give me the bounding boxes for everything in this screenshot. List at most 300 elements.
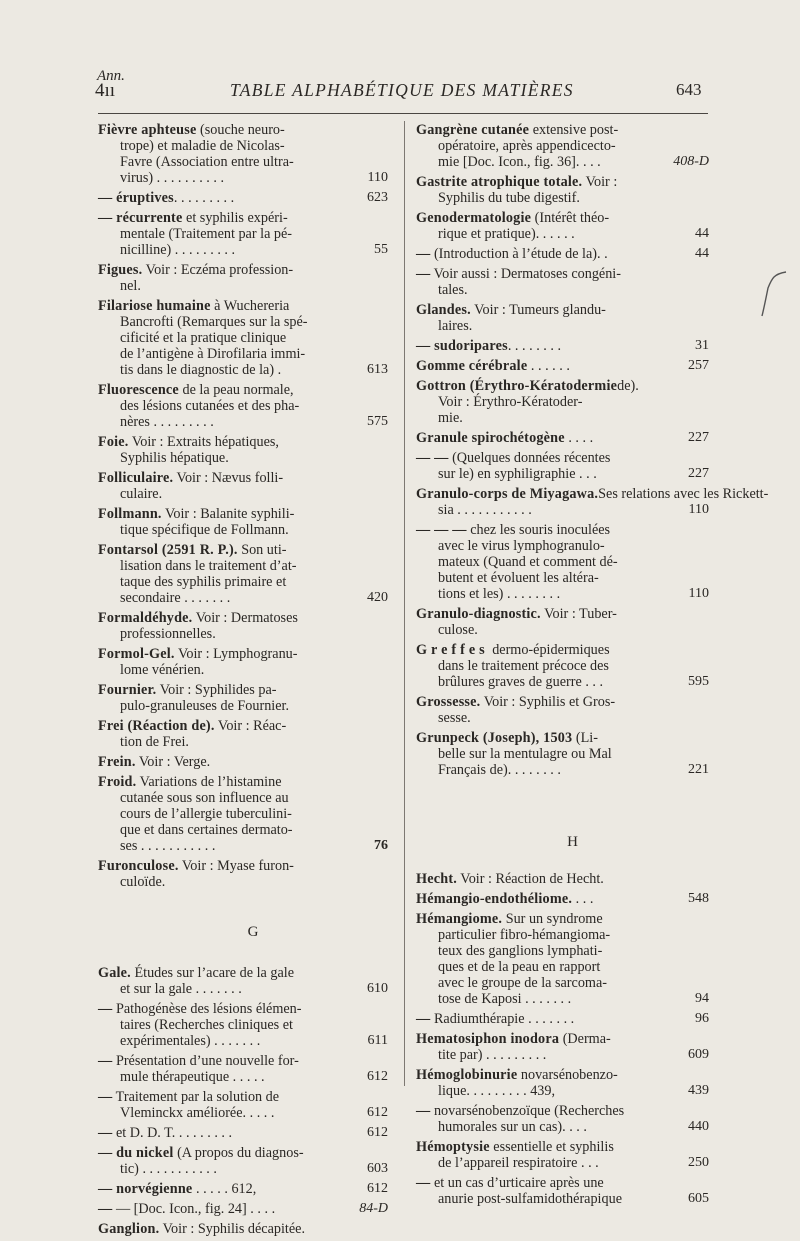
entry-heading: Hecht. xyxy=(416,871,457,887)
page-ref: 94 xyxy=(695,991,709,1006)
entry-text: Ses relations avec les Rickett- xyxy=(598,486,769,502)
page-ref: 44 xyxy=(695,246,709,261)
entry-line xyxy=(98,838,388,854)
right-column xyxy=(416,122,769,1211)
entry-text: professionnelles. xyxy=(120,626,216,642)
entry-text: de l’appareil respiratoire . . . xyxy=(438,1155,599,1171)
entry-line xyxy=(98,682,388,698)
entry-line xyxy=(416,486,769,502)
entry-text: de la peau normale, xyxy=(178,382,294,398)
index-entry xyxy=(98,774,388,854)
entry-line xyxy=(416,927,709,943)
entry-line xyxy=(98,522,388,538)
entry-line xyxy=(416,674,709,690)
entry-text: chez les souris inoculées xyxy=(466,522,611,538)
entry-line xyxy=(98,662,388,678)
entry-line xyxy=(98,298,388,314)
index-entry xyxy=(416,891,709,907)
index-entry xyxy=(416,911,709,1007)
index-entry xyxy=(98,1001,388,1049)
entry-text: secondaire . . . . . . . xyxy=(120,590,231,606)
page-ref: 440 xyxy=(688,1119,709,1134)
entry-line xyxy=(98,558,388,574)
entry-text: de). xyxy=(617,378,639,394)
entry-heading: Hematosiphon inodora xyxy=(416,1031,560,1047)
page-ref: 44 xyxy=(695,226,709,241)
entry-line xyxy=(98,774,388,790)
entry-line xyxy=(416,190,709,206)
index-entry xyxy=(416,606,709,638)
entry-heading: — xyxy=(416,266,431,282)
entry-heading: Fournier. xyxy=(98,682,157,698)
entry-text: lique. . . . . . . . . 439, xyxy=(438,1083,556,1099)
entry-text: . . . . xyxy=(564,430,594,446)
entry-line xyxy=(416,1031,709,1047)
entry-line xyxy=(416,1155,709,1171)
entry-line xyxy=(416,991,709,1007)
entry-heading: — xyxy=(416,1103,431,1119)
entry-line xyxy=(98,210,388,226)
entry-line xyxy=(416,911,709,927)
entry-line xyxy=(98,226,388,242)
entry-line xyxy=(416,871,709,887)
entry-text: tales. xyxy=(438,282,468,298)
index-entry xyxy=(98,382,388,430)
entry-text: sia . . . . . . . . . . . xyxy=(438,502,532,518)
entry-line xyxy=(416,266,709,282)
entry-text: novarsénobenzoïque (Recherches xyxy=(430,1103,625,1119)
entry-line xyxy=(98,1145,388,1161)
index-entry xyxy=(416,338,709,354)
entry-line xyxy=(98,874,388,890)
index-entry xyxy=(416,642,709,690)
entry-heading: — éruptives xyxy=(98,190,174,206)
entry-line xyxy=(416,975,709,991)
entry-line xyxy=(98,610,388,626)
entry-line xyxy=(416,226,709,242)
entry-line xyxy=(416,1047,709,1063)
entry-text: ses . . . . . . . . . . . xyxy=(120,838,216,854)
entry-text: Voir : Dermatoses xyxy=(192,610,298,626)
index-entry xyxy=(98,190,388,206)
entry-line xyxy=(98,1053,388,1069)
entry-text: essentielle et syphilis xyxy=(489,1139,614,1155)
entry-heading: Hémangio-endothéliome. xyxy=(416,891,573,907)
entry-text: Voir : Lymphogranu- xyxy=(174,646,298,662)
entry-text: mie [Doc. Icon., fig. 36]. . . . xyxy=(438,154,601,170)
entry-text: cificité et la pratique clinique xyxy=(120,330,287,346)
index-entry xyxy=(98,1089,388,1121)
entry-text: mateux (Quand et comment dé- xyxy=(438,554,618,570)
entry-line xyxy=(416,302,709,318)
entry-line xyxy=(98,734,388,750)
entry-line xyxy=(416,154,709,170)
entry-text: et sur la gale . . . . . . . xyxy=(120,981,242,997)
entry-text: — [Doc. Icon., fig. 24] . . . . xyxy=(112,1201,276,1217)
entry-text: extensive post- xyxy=(529,122,619,138)
entry-text: Radiumthérapie . . . . . . . xyxy=(430,1011,575,1027)
entry-text: Français de). . . . . . . . xyxy=(438,762,561,778)
entry-line xyxy=(416,282,709,298)
page-ref: 420 xyxy=(367,590,388,605)
entry-line xyxy=(416,1011,709,1027)
entry-line xyxy=(98,382,388,398)
page-ref: 612 xyxy=(367,1125,388,1140)
entry-text: . . . . . . xyxy=(527,358,570,374)
entry-text: mule thérapeutique . . . . . xyxy=(120,1069,265,1085)
page-ref: 110 xyxy=(367,170,388,185)
entry-line xyxy=(416,959,709,975)
index-entry xyxy=(416,1175,709,1207)
entry-text: sesse. xyxy=(438,710,471,726)
section-letter: H xyxy=(567,834,578,850)
entry-text: Son uti- xyxy=(237,542,287,558)
index-entry xyxy=(98,1125,388,1141)
page-ref: 610 xyxy=(367,981,388,996)
entry-line xyxy=(416,318,709,334)
entry-heading: Hémoglobinurie xyxy=(416,1067,518,1083)
entry-line xyxy=(416,554,709,570)
page-ref: 227 xyxy=(688,430,709,445)
index-entry xyxy=(416,246,709,262)
entry-text: (souche neuro- xyxy=(196,122,285,138)
page-ref: 84-D xyxy=(359,1201,388,1216)
entry-heading: Filariose humaine xyxy=(98,298,211,314)
entry-line xyxy=(98,278,388,294)
page-ref: 96 xyxy=(695,1011,709,1026)
entry-line xyxy=(98,450,388,466)
section-spacer xyxy=(98,894,388,924)
entry-line xyxy=(416,522,709,538)
entry-line xyxy=(98,590,388,606)
column-divider xyxy=(404,121,405,1086)
index-entry xyxy=(98,1181,388,1197)
entry-line xyxy=(416,1103,709,1119)
entry-text: sur le) en syphiligraphie . . . xyxy=(438,466,597,482)
entry-heading: Gottron (Érythro-Kératodermie xyxy=(416,378,618,394)
section-letter: G xyxy=(247,924,259,940)
entry-text: Syphilis hépatique. xyxy=(120,450,229,466)
entry-text: cutanée sous son influence au xyxy=(120,790,289,806)
index-entry xyxy=(98,1221,388,1237)
header-rule xyxy=(98,113,708,114)
entry-text: . . . . . . . . . xyxy=(173,190,235,206)
entry-heading: — xyxy=(98,1089,113,1105)
entry-line xyxy=(98,1069,388,1085)
entry-line xyxy=(98,314,388,330)
page-ref: 612 xyxy=(367,1105,388,1120)
entry-text: brûlures graves de guerre . . . xyxy=(438,674,604,690)
left-column xyxy=(98,122,388,1241)
page-ref: 612 xyxy=(367,1181,388,1196)
section-spacer xyxy=(416,782,709,834)
entry-text: (Derma- xyxy=(559,1031,611,1047)
entry-line xyxy=(416,246,709,262)
entry-text: Voir : Balanite syphili- xyxy=(161,506,295,522)
entry-heading: Fontarsol (2591 R. P.). xyxy=(98,542,238,558)
entry-line xyxy=(416,891,709,907)
entry-text: Favre (Association entre ultra- xyxy=(120,154,294,170)
entry-text: Sur un syndrome xyxy=(502,911,603,927)
page-number: 643 xyxy=(676,80,702,99)
entry-text: (Intérêt théo- xyxy=(531,210,610,226)
entry-heading: Formol-Gel. xyxy=(98,646,175,662)
page-ref: 575 xyxy=(367,414,388,429)
index-entry xyxy=(98,965,388,997)
pencil-bracket-mark xyxy=(758,268,788,318)
entry-text: Voir : Réac- xyxy=(214,718,287,734)
entry-line xyxy=(98,1017,388,1033)
entry-text: Variations de l’histamine xyxy=(136,774,282,790)
entry-line xyxy=(416,710,709,726)
entry-line xyxy=(416,746,709,762)
index-entry xyxy=(416,1031,709,1063)
volume-number: 4ıı xyxy=(95,80,116,101)
page-ref: 612 xyxy=(367,1069,388,1084)
entry-text: (A propos du diagnos- xyxy=(173,1145,304,1161)
page-ref: 623 xyxy=(367,190,388,205)
page-ref: 250 xyxy=(688,1155,709,1170)
entry-text: culaire. xyxy=(120,486,163,502)
margin-annotation: Ann. xyxy=(97,68,125,84)
entry-text: Présentation d’une nouvelle for- xyxy=(112,1053,299,1069)
entry-heading: — du nickel xyxy=(98,1145,174,1161)
page-ref: 603 xyxy=(367,1161,388,1176)
entry-text: Voir : Eczéma profession- xyxy=(142,262,294,278)
entry-line xyxy=(98,362,388,378)
entry-heading: — xyxy=(416,246,431,262)
entry-line xyxy=(98,965,388,981)
entry-text: culose. xyxy=(438,622,478,638)
entry-text: particulier fibro-hémangioma- xyxy=(438,927,611,943)
entry-line xyxy=(416,1175,709,1191)
entry-text: (Introduction à l’étude de la). . xyxy=(430,246,608,262)
entry-line xyxy=(98,1033,388,1049)
entry-text: butent et évoluent les altéra- xyxy=(438,570,599,586)
page-ref: 609 xyxy=(688,1047,709,1062)
section-spacer xyxy=(98,941,388,965)
entry-text: cours de l’allergie tuberculini- xyxy=(120,806,292,822)
entry-heading: Ganglion. xyxy=(98,1221,160,1237)
entry-line xyxy=(416,943,709,959)
page-ref: 31 xyxy=(695,338,709,353)
entry-heading: Grunpeck (Joseph), 1503 xyxy=(416,730,573,746)
entry-heading: — — — xyxy=(416,522,467,538)
entry-line xyxy=(416,466,709,482)
entry-line xyxy=(98,346,388,362)
entry-text: Syphilis du tube digestif. xyxy=(438,190,580,206)
entry-heading: Hémoptysie xyxy=(416,1139,490,1155)
entry-line xyxy=(416,122,709,138)
index-entry xyxy=(98,1053,388,1085)
entry-line xyxy=(416,410,709,426)
entry-line xyxy=(98,754,388,770)
entry-text: Traitement par la solution de xyxy=(112,1089,280,1105)
index-entry xyxy=(98,646,388,678)
entry-text: Voir : Érythro-Kératoder- xyxy=(438,394,583,410)
entry-gap xyxy=(416,1207,709,1211)
entry-text: à Wuchereria xyxy=(210,298,290,314)
index-entry xyxy=(416,266,709,298)
entry-line xyxy=(98,330,388,346)
entry-line xyxy=(98,698,388,714)
entry-text: opératoire, après appendicecto- xyxy=(438,138,616,154)
entry-gap xyxy=(98,1237,388,1241)
entry-heading: — xyxy=(98,1053,113,1069)
entry-line xyxy=(98,190,388,206)
entry-heading: Gangrène cutanée xyxy=(416,122,530,138)
entry-heading: Gastrite atrophique totale. xyxy=(416,174,583,190)
entry-line xyxy=(98,242,388,258)
entry-text: Voir : Nævus folli- xyxy=(173,470,284,486)
entry-heading: Granule spirochétogène xyxy=(416,430,565,446)
page-ref: 110 xyxy=(688,586,709,601)
index-entry xyxy=(98,298,388,378)
entry-text: trope) et maladie de Nicolas- xyxy=(120,138,285,154)
entry-heading: Fluorescence xyxy=(98,382,179,398)
index-entry xyxy=(416,174,709,206)
entry-text: (Quelques données récentes xyxy=(448,450,611,466)
entry-text: laires. xyxy=(438,318,473,334)
index-entry xyxy=(98,210,388,258)
entry-heading: Granulo-corps de Miyagawa. xyxy=(416,486,599,502)
index-entry xyxy=(416,210,709,242)
entry-line xyxy=(98,542,388,558)
entry-line xyxy=(416,586,709,602)
entry-text: Vleminckx améliorée. . . . . xyxy=(120,1105,275,1121)
entry-text: nel. xyxy=(120,278,141,294)
index-entry xyxy=(416,302,709,334)
entry-text: des lésions cutanées et des pha- xyxy=(120,398,300,414)
entry-text: tique spécifique de Follmann. xyxy=(120,522,289,538)
entry-text: ques et de la peau en rapport xyxy=(438,959,601,975)
entry-text: Voir : Myase furon- xyxy=(178,858,294,874)
entry-heading: — norvégienne xyxy=(98,1181,193,1197)
entry-heading: Granulo-diagnostic. xyxy=(416,606,541,622)
page-ref: 76 xyxy=(374,838,388,853)
entry-line xyxy=(98,122,388,138)
page-ref: 548 xyxy=(688,891,709,906)
entry-line xyxy=(416,658,709,674)
entry-line xyxy=(98,170,388,186)
entry-text: mie. xyxy=(438,410,463,426)
entry-text: Voir : Syphilis décapitée. xyxy=(159,1221,305,1237)
index-entry xyxy=(98,1201,388,1217)
entry-text: culoïde. xyxy=(120,874,166,890)
entry-text: dans le traitement précoce des xyxy=(438,658,609,674)
entry-heading: Hémangiome. xyxy=(416,911,503,927)
entry-text: Études sur l’acare de la gale xyxy=(130,965,294,981)
entry-line xyxy=(416,378,709,394)
entry-line xyxy=(416,762,709,778)
entry-heading: Follmann. xyxy=(98,506,162,522)
entry-line xyxy=(416,394,709,410)
entry-heading: Froid. xyxy=(98,774,137,790)
entry-heading: — récurrente xyxy=(98,210,183,226)
entry-text: Voir : xyxy=(582,174,618,190)
entry-text: de l’antigène à Dirofilaria immi- xyxy=(120,346,306,362)
entry-line xyxy=(98,858,388,874)
page-ref: 257 xyxy=(688,358,709,373)
entry-heading: — — xyxy=(416,450,449,466)
page-ref: 55 xyxy=(374,242,388,257)
entry-line xyxy=(98,1161,388,1177)
entry-line xyxy=(416,1139,709,1155)
entry-heading: — sudoripares xyxy=(416,338,508,354)
entry-line xyxy=(98,1201,388,1217)
entry-heading: Greffes xyxy=(416,642,489,658)
entry-line xyxy=(416,730,709,746)
entry-text: . . . . . 612, xyxy=(192,1181,257,1197)
entry-text: teux des ganglions lymphati- xyxy=(438,943,603,959)
entry-text: anurie post-sulfamidothérapique xyxy=(438,1191,622,1207)
entry-text: Voir : Réaction de Hecht. xyxy=(457,871,604,887)
entry-text: Voir : Syphilides pa- xyxy=(156,682,277,698)
index-entry xyxy=(98,262,388,294)
index-entry xyxy=(98,682,388,714)
entry-line xyxy=(98,398,388,414)
entry-text: tis dans le diagnostic de la) . xyxy=(120,362,282,378)
page-ref: 595 xyxy=(688,674,709,689)
page-ref: 221 xyxy=(688,762,709,777)
entry-line xyxy=(416,174,709,190)
entry-heading: Gomme cérébrale xyxy=(416,358,528,374)
entry-heading: Folliculaire. xyxy=(98,470,174,486)
entry-text: tic) . . . . . . . . . . . xyxy=(120,1161,217,1177)
index-entry xyxy=(416,1011,709,1027)
entry-line xyxy=(98,646,388,662)
index-entry xyxy=(416,1103,709,1135)
entry-line xyxy=(416,694,709,710)
entry-line xyxy=(98,822,388,838)
entry-text: Voir : Tuber- xyxy=(540,606,617,622)
entry-text: que et dans certaines dermato- xyxy=(120,822,293,838)
entry-text: Voir aussi : Dermatoses congéni- xyxy=(430,266,621,282)
entry-heading: Glandes. xyxy=(416,302,471,318)
entry-text: tion de Frei. xyxy=(120,734,189,750)
page-ref: 613 xyxy=(367,362,388,377)
entry-heading: Genodermatologie xyxy=(416,210,532,226)
entry-line xyxy=(98,434,388,450)
entry-text: Bancrofti (Remarques sur la spé- xyxy=(120,314,308,330)
entry-text: lisation dans le traitement d’at- xyxy=(120,558,297,574)
entry-line xyxy=(98,626,388,642)
entry-line xyxy=(98,138,388,154)
entry-text: Voir : Tumeurs glandu- xyxy=(470,302,606,318)
entry-heading: Furonculose. xyxy=(98,858,179,874)
page-ref: 605 xyxy=(688,1191,709,1206)
entry-text: Voir : Verge. xyxy=(135,754,211,770)
entry-line xyxy=(98,790,388,806)
entry-text: Pathogénèse des lésions élémen- xyxy=(112,1001,302,1017)
entry-text: lome vénérien. xyxy=(120,662,205,678)
entry-line xyxy=(416,642,709,658)
entry-text: humorales sur un cas). . . . xyxy=(438,1119,587,1135)
entry-text: belle sur la mentulagre ou Mal xyxy=(438,746,612,762)
entry-line xyxy=(98,414,388,430)
entry-text: novarsénobenzo- xyxy=(517,1067,618,1083)
entry-heading: Frei (Réaction de). xyxy=(98,718,215,734)
entry-text: mentale (Traitement par la pé- xyxy=(120,226,293,242)
page-ref: 227 xyxy=(688,466,709,481)
index-entry xyxy=(416,122,709,170)
page-ref: 408-D xyxy=(673,154,709,169)
index-entry xyxy=(416,450,709,482)
entry-text: nères . . . . . . . . . xyxy=(120,414,214,430)
entry-line xyxy=(416,1119,709,1135)
index-entry xyxy=(416,730,709,778)
entry-line xyxy=(416,338,709,354)
